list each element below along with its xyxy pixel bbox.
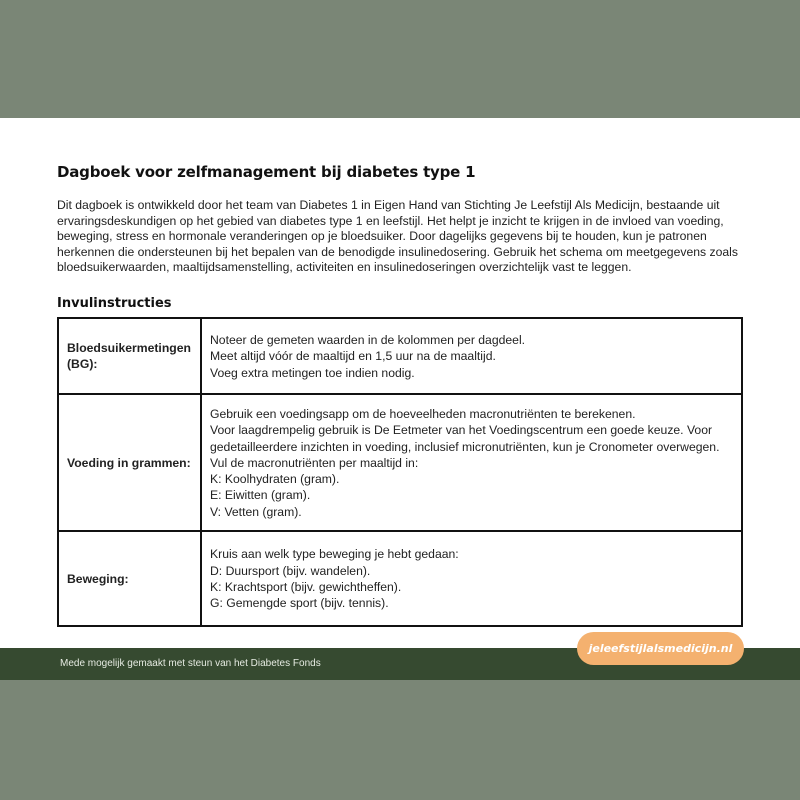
row-label-beweging: Beweging: [58, 531, 201, 626]
document-title: Dagboek voor zelfmanagement bij diabetes type 1 [57, 163, 476, 181]
instruction-line: G: Gemengde sport (bijv. tennis). [210, 596, 389, 611]
table-row [58, 394, 742, 531]
table-row [58, 531, 742, 626]
instruction-line: Gebruik een voedingsapp om de hoeveelheden macronutriënten te berekenen. [210, 407, 636, 421]
footer-credit: Mede mogelijk gemaakt met steun van het Diabetes Fonds [60, 658, 321, 669]
instruction-line: K: Koolhydraten (gram). [210, 472, 340, 487]
instruction-line: Vul de macronutriënten per maaltijd in: [210, 455, 419, 470]
instruction-line: K: Krachtsport (bijv. gewichtheffen). [210, 580, 402, 595]
instruction-line: Noteer de gemeten waarden in de kolommen per dagdeel. [210, 333, 526, 348]
table-row [58, 318, 742, 394]
instructions-heading: Invulinstructies [57, 296, 172, 311]
instruction-line: E: Eiwitten (gram). [210, 488, 311, 503]
instruction-line: D: Duursport (bijv. wandelen). [210, 563, 371, 578]
instructions-table [57, 317, 743, 627]
row-content-beweging [201, 531, 742, 626]
row-label-bloedsuiker: Bloedsuikermetingen (BG): [58, 318, 201, 394]
instruction-line: V: Vetten (gram). [210, 504, 302, 519]
instruction-line: Voor laagdrempelig gebruik is De Eetmeter van het Voedingscentrum een goede keuze. Voor gedetailleerdere inzichten in voeding, inclusief micronutriënten, kun je Cronometer overwegen. [210, 423, 720, 454]
brand-link-button[interactable]: jeleefstijlalsmedicijn.nl [577, 632, 744, 665]
row-content-bloedsuiker [201, 318, 742, 394]
intro-paragraph: Dit dagboek is ontwikkeld door het team van Diabetes 1 in Eigen Hand van Stichting Je Leefstijl Als Medicijn, bestaande uit ervaringsdeskundigen op het gebied van diabetes type 1 en leefstijl. Het helpt je inzicht te krijgen in de invloed van voeding, beweging, stress en hormonale veranderingen op je bloedsuiker. Door dagelijks gegevens bij te houden, kun je patronen herkennen die ondersteunen bij het bepalen van de benodigde insulinedosering. Gebruik het schema om meetgegevens zoals bloedsuikerwaarden, maaltijdsamenstelling, activiteiten en insulinedoseringen overzichtelijk vast te leggen. [57, 198, 738, 275]
row-content-voeding [201, 394, 742, 531]
instruction-line: Kruis aan welk type beweging je hebt gedaan: [210, 547, 459, 562]
instruction-line: Voeg extra metingen toe indien nodig. [210, 365, 415, 380]
document-page [0, 118, 800, 648]
row-label-voeding: Voeding in grammen: [58, 394, 201, 531]
instruction-line: Meet altijd vóór de maaltijd en 1,5 uur na de maaltijd. [210, 349, 496, 364]
